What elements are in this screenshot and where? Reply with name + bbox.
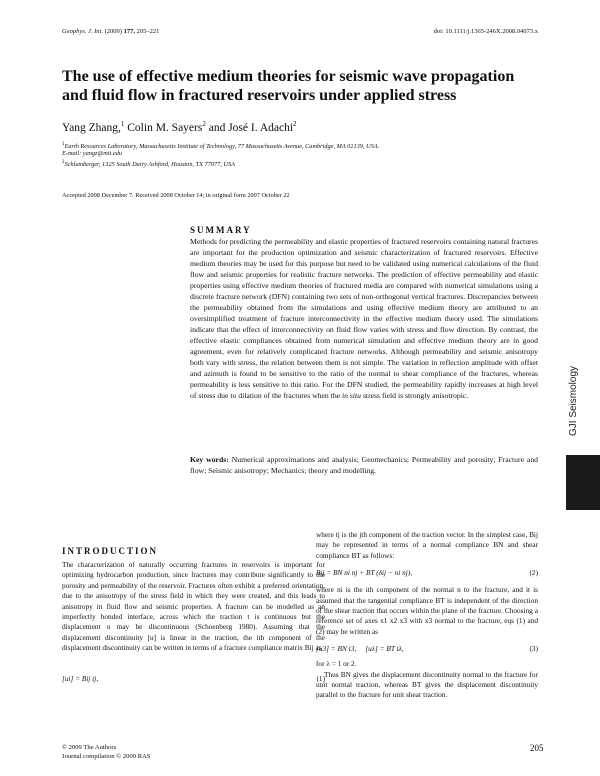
summary-body: Methods for predicting the permeability and elastic properties of fractured reservoirs containing natural fractures are important for the production optimization and seismic characterization of fractured reservoirs. Effective medium theories may be used for this purpose but need to be validated using numerical calculations of the fluid flow and seismic properties for realistic fracture networks. The prediction of effective permeability and elastic properties using effective medium theories of fractured media are compared with numerical simulations using a discrete fracture network (DFN) containing two sets of non-orthogonal vertical fractures. Discrepancies between the permeability obtained from the simulations and using effective medium theory are attributed to an oversimplified treatment of fracture interconnectivity in the effective medium theory used. The simulations indicate that the effect of interconnectivity on fluid flow varies with stress and flow direction. By contrast, the effective elastic compliances obtained from numerical simulation and effective medium theory are in good agreement, even for relatively complicated fracture networks. Although permeability and seismic anisotropy both vary with stress, the relation between them is not simple. The variation in reflection amplitude with offset and azimuth is found to be sensitive to the ratio of the normal to shear compliance of the fractures, whereas permeability is less sensitive to this ratio. For the DFN studied, the permeability rapidly increases at high level of stress due to dilation of the fractures when the (190, 237, 538, 400)
affiliation-2 (62, 158, 532, 169)
section-side-label-text: GJI Seismology (568, 365, 579, 436)
affiliation-1-text: Earth Resources Laboratory, Massachusetts Institute of Technology, 77 Massachusetts Avenue, Cambridge, MA 02139, USA. (64, 143, 380, 151)
affiliation-2-text: Schlumberger, 1325 South Dairy Ashford, Houston, TX 77077, USA (64, 161, 235, 169)
section-tab-marker (566, 455, 600, 510)
running-header-citation (62, 28, 159, 35)
intro-paragraph-4: for λ = 1 or 2. (316, 659, 357, 669)
copyright-journal: Journal compilation © 2009 RAS (62, 753, 151, 760)
introduction-left-column (62, 560, 325, 686)
summary-heading: SUMMARY (190, 225, 252, 235)
keywords (190, 454, 538, 476)
summary-italic-term: in situ (342, 391, 362, 400)
author-1: Yang Zhang, (62, 121, 121, 134)
journal-volume: 177, (123, 28, 135, 35)
copyright-authors: © 2009 The Authors (62, 744, 117, 751)
intro-paragraph-2: where tj is the jth component of the traction vector. In the simplest case, Bij may be represented in terms of a normal compliance BN and shear compliance BT as follows: (316, 530, 538, 560)
equation-1: [ui] = Bij tj, (62, 673, 99, 683)
journal-year: (2009) (104, 28, 122, 35)
equation-2-number: (2) (529, 568, 538, 578)
author-3: and José I. Adachi (208, 121, 294, 134)
author-list (62, 120, 297, 134)
intro-paragraph-1: The characterization of naturally occurring fractures in reservoirs is important for optimizing hydrocarbon production, since fractures may contribute significantly to the porosity and permeability of the reservoir. Fractures often exhibit a preferred orientation, due to the anisotropy of the stress field in which they were created, and this leads to anisotropy in fluid flow and seismic properties. A fracture can be modelled as an imperfectly bonded interface, across which the traction t is continuous but the displacement u may be discontinuous (Schoenberg 1980). Assuming that the displacement discontinuity [u] is linear in the traction, the ith component of the displacement discontinuity can be written in terms of a fracture compliance matrix Bij as (62, 560, 325, 653)
intro-paragraph-5: Thus BN gives the displacement discontinuity normal to the fracture for unit normal traction, whereas BT gives the displacement discontinuity parallel to the fracture for unit shear traction. (316, 669, 538, 700)
summary-text (190, 236, 538, 401)
equation-1-number: (1) (316, 673, 325, 683)
equation-2: Bij = BN ni nj + BT (δij − ni nj), (316, 568, 413, 578)
journal-name: Geophys. J. Int. (62, 28, 103, 35)
introduction-heading: INTRODUCTION (62, 546, 159, 556)
section-side-label (560, 365, 590, 436)
equation-3: [u3] = BN t3, [uλ] = BT tλ, (316, 644, 404, 654)
received-accepted-dates: Accepted 2008 December 7. Received 2008 October 14; in original form 2007 October 22 (62, 192, 290, 199)
author-email[interactable]: E-mail: yangz@mit.edu (62, 150, 123, 157)
author-3-affil: 2 (293, 120, 297, 128)
affiliation-1-marker: 1 (62, 142, 65, 147)
keywords-text: Numerical approximations and analysis; Geomechanics; Permeability and porosity; Fracture and flow; Seismic anisotropy; Mechanics; theory and modelling. (190, 455, 539, 475)
equation-3-row (316, 644, 538, 656)
paper-title (62, 67, 552, 105)
keywords-label: Key words: (190, 455, 229, 464)
journal-pages: 205–221 (136, 28, 160, 35)
author-1-affil: 1 (120, 120, 125, 128)
equation-1-row (62, 674, 325, 686)
intro-paragraph-3: where ni is the ith component of the normal n to the fracture, and it is assumed that the tangential compliance BT is independent of the direction of the shear traction that occurs within the plane of the fracture. Choosing a reference set of axes x1 x2 x3 with x3 normal to the fracture, eqs (1) and (2) may be written as (316, 585, 538, 636)
equation-3-number: (3) (529, 644, 538, 654)
affiliation-2-marker: 2 (62, 160, 65, 165)
introduction-right-column (316, 530, 538, 701)
equation-2-row (316, 568, 538, 580)
author-2: Colin M. Sayers (127, 121, 203, 134)
author-2-affil: 2 (202, 120, 206, 128)
summary-tail: stress field is strongly anisotropic. (362, 391, 469, 400)
doi[interactable]: doi: 10.1111/j.1365-246X.2008.04073.x (433, 28, 538, 35)
title-line-2: and fluid flow in fractured reservoirs under applied stress (62, 87, 457, 104)
copyright-footer (62, 743, 151, 761)
title-line-1: The use of effective medium theories for seismic wave propagation (62, 68, 515, 85)
page-number: 205 (530, 743, 544, 753)
